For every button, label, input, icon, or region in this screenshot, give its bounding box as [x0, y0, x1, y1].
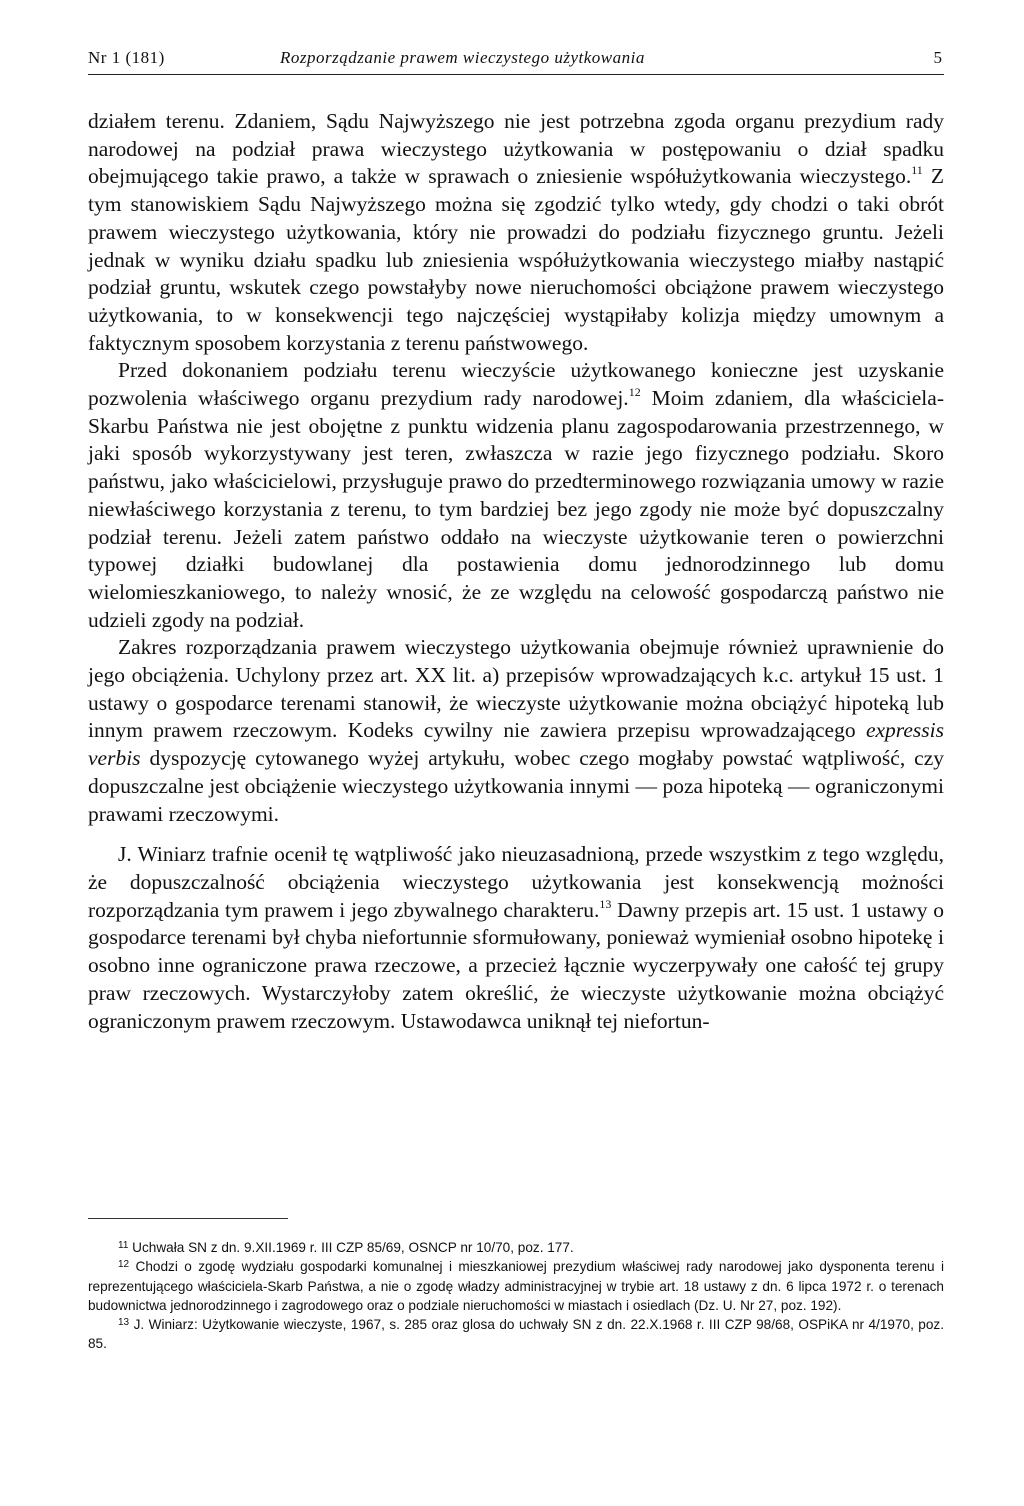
paragraph-text: Moim zdaniem, dla właściciela-Skarbu Państwa nie jest obojętne z punktu widzenia planu zagospodarowania przestrzennego, w jaki sposób wykorzystywany jest teren, zwłaszcza w razie jego fizycznego podziału. Skoro państwu, jako właścicielowi, przysługuje prawo do przedterminowego rozwiązania umowy w razie niewłaściwego korzystania z terenu, to tym bardziej bez jego zgody nie może być dopuszczalny podział terenu. Jeżeli zatem państwo oddało na wieczyste użytkowanie teren o powierzchni typowej działki budowlanej dla postawienia domu jednorodzinnego lub domu wielomieszkaniowego, to należy wnosić, że ze względu na celowość gospodarczą państwo nie udzieli zgody na podział.	[88, 386, 944, 632]
issue-number: Nr 1 (181)	[88, 48, 165, 67]
paragraph-text: Dawny przepis art. 15 ust. 1 ustawy o gospodarce terenami był chyba niefortunnie sformułowany, ponieważ wymieniał osobno hipotekę i osobno inne ograniczone prawa rzeczowe, a przecież łącznie wyczerpywały one całość tej grupy praw rzeczowych. Wystarczyłoby zatem określić, że wieczyste użytkowanie można obciążyć ograniczonym prawem rzeczowym. Ustawodawca uniknął tej niefortun-	[88, 897, 944, 1033]
paragraph-text: dyspozycję cytowanego wyżej artykułu, wobec czego mogłaby powstać wątpliwość, czy dopuszczalne jest obciążenie wieczystego użytkowania innymi — poza hipoteką — ograniczonymi prawami rzeczowymi.	[88, 746, 944, 826]
paragraph	[88, 108, 944, 357]
footnote-number: 12	[118, 1259, 130, 1271]
footnote	[88, 1238, 944, 1257]
paragraph-text: Z tym stanowiskiem Sądu Najwyższego można się zgodzić tylko wtedy, gdy chodzi o taki obrót prawem wieczystego użytkowania, który nie prowadzi do podziału fizycznego gruntu. Jeżeli jednak w wyniku działu spadku lub zniesienia współużytkowania wieczystego miałby nastąpić podział gruntu, wskutek czego powstałyby nowe nieruchomości obciążone prawem wieczystego użytkowania, to w konsekwencji tego najczęściej wystąpiłaby kolizja między umownym a faktycznym sposobem korzystania z terenu państwowego.	[88, 164, 944, 355]
body-text	[88, 108, 944, 1035]
footnote-separator	[88, 1218, 288, 1219]
paragraph-text: J. Winiarz trafnie ocenił tę wątpliwość jako nieuzasadnioną, przede wszystkim z tego względu, że dopuszczalność obciążenia wieczystego użytkowania jest konsekwencją możności rozporządzania tym prawem i jego zbywalnego charakteru.	[88, 842, 944, 922]
footnote-number: 13	[118, 1317, 130, 1329]
footnotes	[88, 1238, 944, 1354]
italic-phrase: expressis verbis	[88, 718, 944, 771]
page-number: 5	[933, 48, 942, 67]
footnote-text: J. Winiarz: Użytkowanie wieczyste, 1967, s. 285 oraz glosa do uchwały SN z dn. 22.X.1968 r. III CZP 98/68, OSPiKA nr 4/1970, poz. 85.	[88, 1317, 945, 1352]
footnote-number: 11	[118, 1240, 129, 1251]
running-header	[88, 44, 944, 75]
footnote-ref: 13	[599, 896, 612, 911]
paragraph-text: Zakres rozporządzania prawem wieczystego użytkowania obejmuje również uprawnienie do jego obciążenia. Uchylony przez art. XX lit. a) przepisów wprowadzających k.c. artykuł 15 ust. 1 ustawy o gospodarce terenami stanowił, że wieczyste użytkowanie można obciążyć hipoteką lub innym prawem rzeczowym. Kodeks cywilny nie zawiera przepisu wprowadzającego	[88, 635, 944, 743]
footnote-text: Chodzi o zgodę wydziału gospodarki komunalnej i mieszkaniowej prezydium właściwej rady narodowej jako dysponenta terenu i reprezentującego właściciela-Skarb Państwa, a nie o zgodę władzy administracyjnej w trybie art. 18 ustawy z dn. 6 lipca 1972 r. o terenach budownictwa jednorodzinnego i zagrodowego oraz o podziale nieruchomości w miastach i osiedlach (Dz. U. Nr 27, poz. 192).	[88, 1259, 944, 1313]
footnote-ref: 12	[628, 385, 641, 400]
paragraph-text: działem terenu. Zdaniem, Sądu Najwyższego nie jest potrzebna zgoda organu prezydium rady narodowej na podział prawa wieczystego użytkowania w postępowaniu o dział spadku obejmującego takie prawo, a także w sprawach o zniesienie współużytkowania wieczystego.	[88, 109, 944, 189]
footnote-text: Uchwała SN z dn. 9.XII.1969 r. III CZP 85/69, OSNCP nr 10/70, poz. 177.	[132, 1240, 574, 1255]
footnote-ref: 11	[911, 163, 923, 178]
paragraph	[88, 634, 944, 828]
running-title: Rozporządzanie prawem wieczystego użytkowania	[280, 48, 645, 67]
footnote	[88, 1315, 944, 1354]
paragraph	[88, 841, 944, 1035]
paragraph	[88, 357, 944, 634]
paragraph-text: Przed dokonaniem podziału terenu wieczyście użytkowanego konieczne jest uzyskanie pozwolenia właściwego organu prezydium rady narodowej.	[88, 358, 944, 411]
footnote	[88, 1257, 944, 1315]
